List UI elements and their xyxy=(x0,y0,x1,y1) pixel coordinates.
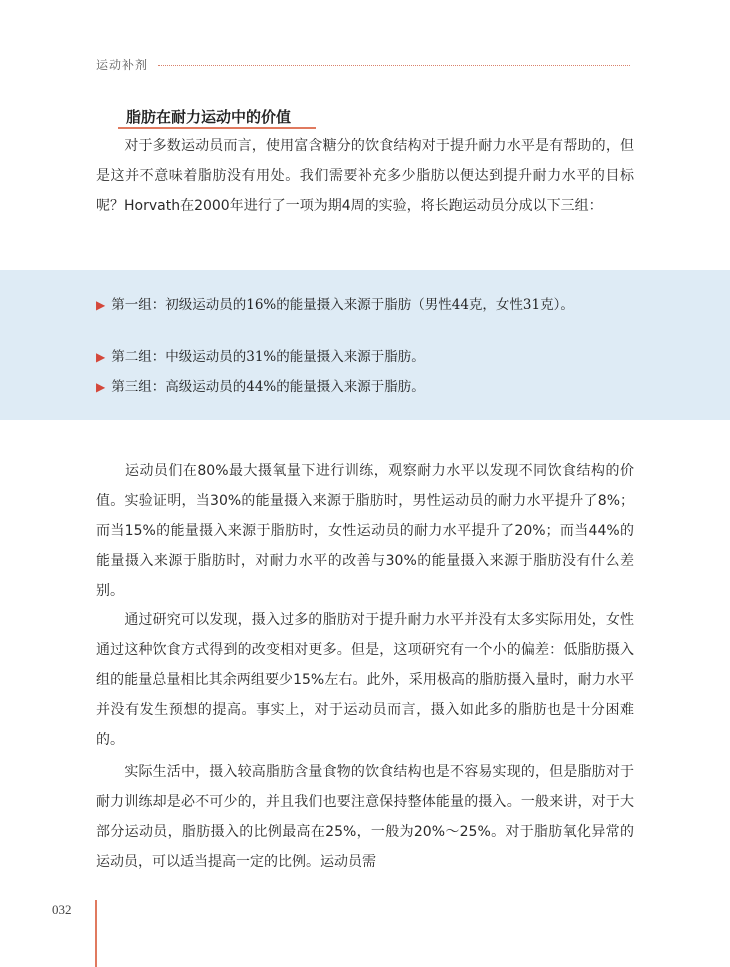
group-item-2 xyxy=(96,342,636,372)
header-dotted-rule xyxy=(158,65,630,66)
page-number: 032 xyxy=(52,902,72,917)
section-title: 脂肪在耐力运动中的价值 xyxy=(126,108,292,126)
group-list-box xyxy=(0,270,730,420)
paragraph-results: 运动员们在80%最大摄氧量下进行训练，观察耐力水平以发现不同饮食结构的价值。实验证明，当30%的能量摄入来源于脂肪时，男性运动员的耐力水平提升了8%；而当15%的能量摄入来源于脂肪时，女性运动员的耐力水平提升了20%；而当44%的能量摄入来源于脂肪时，对耐力水平的改善与30%的能量摄入来源于脂肪没有什么差别。 xyxy=(96,463,634,599)
triangle-right-icon: ▶ xyxy=(96,298,106,312)
triangle-right-icon: ▶ xyxy=(96,380,106,394)
header-label: 运动补剂 xyxy=(96,58,149,72)
running-header xyxy=(96,54,630,76)
group-item-text: 第三组：高级运动员的44%的能量摄入来源于脂肪。 xyxy=(111,379,425,395)
footer-accent-line xyxy=(95,900,97,967)
group-item-text: 第一组：初级运动员的16%的能量摄入来源于脂肪（男性44克，女性31克）。 xyxy=(111,297,574,313)
group-item-text: 第二组：中级运动员的31%的能量摄入来源于脂肪。 xyxy=(111,349,425,365)
group-item-1 xyxy=(96,290,636,320)
paragraph-intro: 对于多数运动员而言，使用富含糖分的饮食结构对于提升耐力水平是有帮助的，但是这并不意味着脂肪没有用处。我们需要补充多少脂肪以便达到提升耐力水平的目标呢？Horvath在2000年进行了一项为期4周的实验，将长跑运动员分成以下三组： xyxy=(96,138,634,214)
paragraph-analysis: 通过研究可以发现，摄入过多的脂肪对于提升耐力水平并没有太多实际用处，女性通过这种饮食方式得到的改变相对更多。但是，这项研究有一个小的偏差：低脂肪摄入组的能量总量相比其余两组要少15%左右。此外，采用极高的脂肪摄入量时，耐力水平并没有发生预想的提高。事实上，对于运动员而言，摄入如此多的脂肪也是十分困难的。 xyxy=(96,612,634,748)
section-title-underline xyxy=(118,127,316,129)
group-item-3 xyxy=(96,372,636,402)
paragraph-recommendation: 实际生活中，摄入较高脂肪含量食物的饮食结构也是不容易实现的，但是脂肪对于耐力训练却是必不可少的，并且我们也要注意保持整体能量的摄入。一般来讲，对于大部分运动员，脂肪摄入的比例最高在25%，一般为20%～25%。对于脂肪氧化异常的运动员，可以适当提高一定的比例。运动员需 xyxy=(96,764,634,870)
triangle-right-icon: ▶ xyxy=(96,350,106,364)
